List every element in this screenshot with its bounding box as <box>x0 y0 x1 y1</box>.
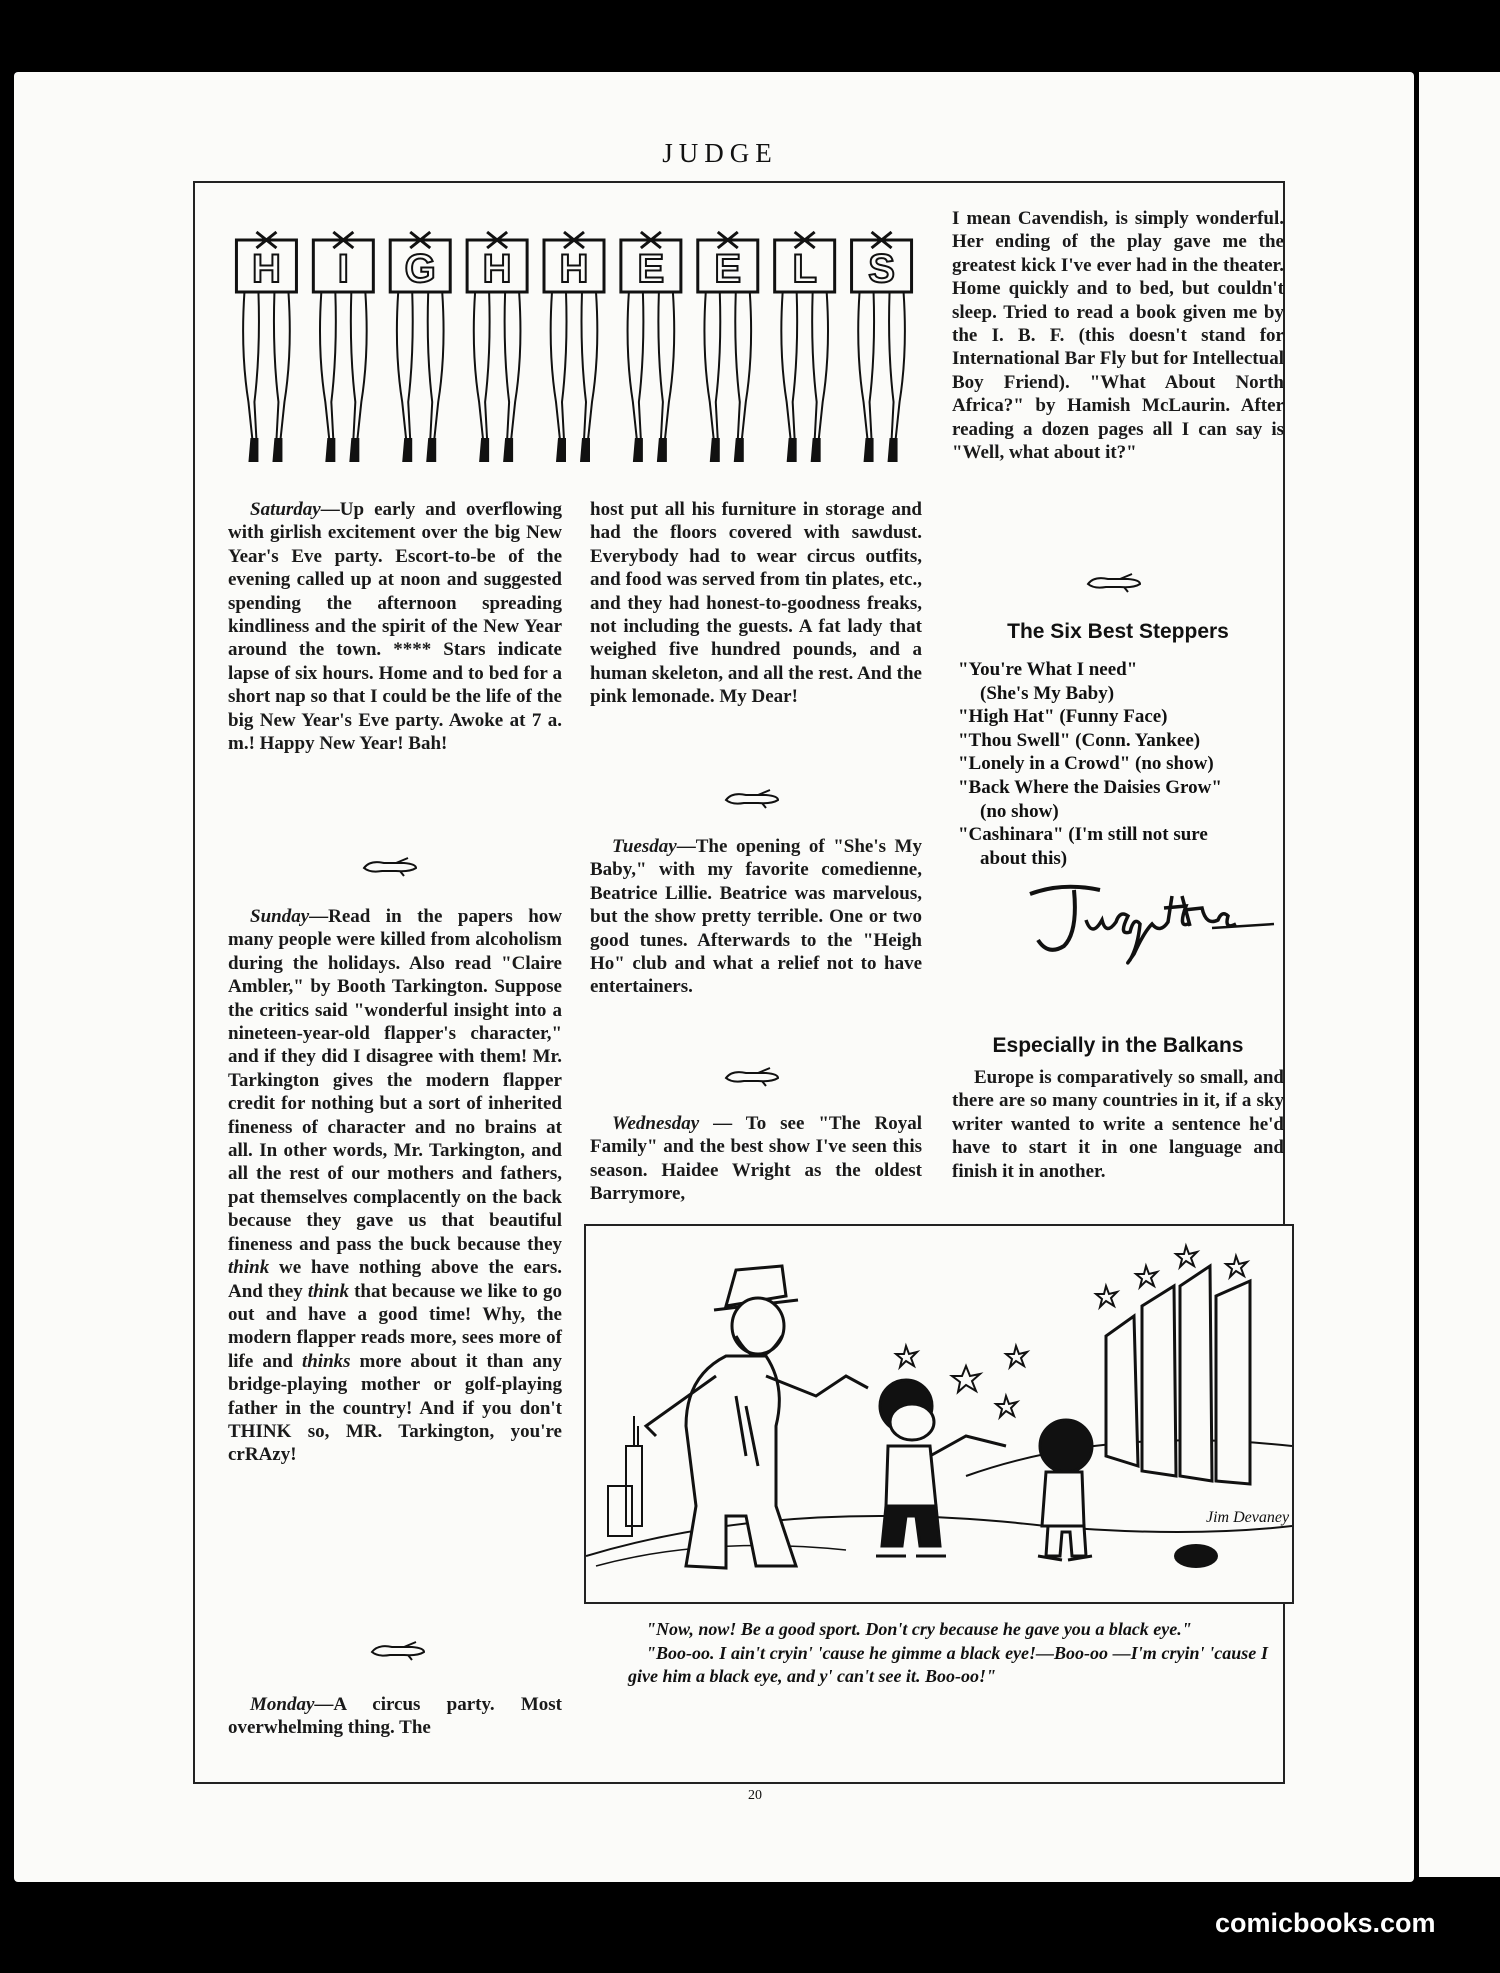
banner-letter: H <box>482 247 512 291</box>
shoe <box>787 438 797 462</box>
sunday-em-2: think <box>307 1280 350 1302</box>
sunday-em-3: thinks <box>301 1350 351 1372</box>
balkans-paragraph <box>952 1066 1284 1183</box>
column-middle <box>590 498 922 709</box>
day-tuesday: Tuesday <box>612 836 677 857</box>
entry-tuesday <box>590 835 922 999</box>
entry-saturday <box>228 498 562 755</box>
entry-wednesday <box>590 1112 922 1206</box>
column-left <box>228 498 562 755</box>
day-sunday: Sunday <box>250 906 310 927</box>
facing-page-edge <box>1416 72 1500 1877</box>
judgette-signature <box>1022 876 1282 972</box>
cartoon-illustration <box>586 1226 1292 1602</box>
sunday-text-2: we have nothing above the ears. And they <box>228 1257 562 1302</box>
song-item: "Thou Swell" (Conn. Yankee) <box>958 729 1201 751</box>
song-item: (no show) <box>980 800 1059 822</box>
banner-letter-card <box>390 232 450 462</box>
song-item: about this) <box>980 847 1068 869</box>
banner-letter-card <box>852 232 912 462</box>
day-wednesday: Wednesday <box>612 1113 700 1134</box>
entry-monday-cont <box>590 498 922 709</box>
sunday-text-3: that because we like to go out and have a good time! Why, the modern flapper reads more, sees more of life and <box>228 1280 562 1372</box>
entry-monday <box>228 1693 562 1740</box>
shoe <box>325 438 335 462</box>
shoe <box>272 438 282 462</box>
banner-letter-card <box>313 232 373 462</box>
banner-letter: E <box>714 247 742 291</box>
day-monday: Monday <box>250 1694 315 1715</box>
shoe <box>633 438 643 462</box>
wednesday-cont-text: I mean Cavendish, is simply wonderful. Her ending of the play gave me the greatest kick I've ever had in the theater. Home quickly and to bed, but couldn't sleep. Tried to read a book given me by the I. B. F. (this doesn't stand for International Bar Fly but for Intellectual Boy Friend). "What About North Africa?" by Hamish McLaurin. After reading a dozen pages all I can say is "Well, what about it?" <box>952 208 1284 464</box>
banner-letter: I <box>337 247 349 291</box>
banner-letter-card <box>775 232 835 462</box>
banner-letter-card <box>698 232 758 462</box>
shoe <box>402 438 412 462</box>
divider-shoe-icon-5 <box>1084 570 1144 594</box>
cartoon-panel <box>584 1224 1294 1604</box>
balkans-heading: Especially in the Balkans <box>992 1034 1244 1057</box>
shoe <box>657 438 667 462</box>
high-heels-banner <box>228 212 920 472</box>
artist-signature: Jim Devaney <box>1206 1509 1290 1526</box>
shoe <box>734 438 744 462</box>
song-item: (She's My Baby) <box>980 682 1115 704</box>
divider-shoe-icon-3 <box>722 786 782 810</box>
divider-shoe-icon-2 <box>368 1638 428 1662</box>
song-item: "Lonely in a Crowd" (no show) <box>958 753 1214 775</box>
steppers-heading: The Six Best Steppers <box>1007 620 1229 643</box>
cartoon-caption <box>628 1618 1268 1689</box>
wednesday-text: — To see "The Royal Family" and the best show I've seen this season. Haidee Wright as the oldest Barrymore, <box>590 1113 922 1205</box>
entry-wednesday-cont <box>952 207 1284 464</box>
day-saturday: Saturday <box>250 499 321 520</box>
monday-text: —A circus party. Most overwhelming thing. The <box>228 1694 562 1739</box>
caption-line-2: "Boo-oo. I ain't cryin' 'cause he gimme a black eye!—Boo-oo —I'm cryin' 'cause I give him a black eye, and y' can't see it. Boo-oo!" <box>628 1642 1268 1686</box>
magazine-title: JUDGE <box>662 138 778 168</box>
shoe <box>556 438 566 462</box>
page-number: 20 <box>748 1788 762 1803</box>
column-left-sunday <box>228 905 562 1467</box>
shoe <box>864 438 874 462</box>
banner-letter-card <box>467 232 527 462</box>
song-item: "You're What I need" <box>958 659 1138 680</box>
shoe <box>426 438 436 462</box>
song-item: "Cashinara" (I'm still not sure <box>958 824 1208 846</box>
shoe <box>349 438 359 462</box>
divider-shoe-icon-4 <box>722 1064 782 1088</box>
column-right <box>952 207 1284 464</box>
balkans-text: Europe is comparatively so small, and there are so many countries in it, if a sky writer wanted to write a sentence he'd have to start it in one language and finish it in another. <box>952 1067 1284 1182</box>
shoe <box>248 438 258 462</box>
banner-letter: L <box>792 247 817 291</box>
song-item: "Back Where the Daisies Grow" <box>958 776 1222 798</box>
column-left-monday <box>228 1693 562 1740</box>
banner-letter: H <box>251 247 281 291</box>
column-middle-tuesday <box>590 835 922 999</box>
sunday-text-4: more about it than any bridge-playing mother or golf-playing father in the country! And if you don't THINK so, MR. Tarkington, you're crRAzy! <box>228 1350 562 1466</box>
shoe <box>811 438 821 462</box>
banner-letter-card <box>544 232 604 462</box>
entry-sunday <box>228 905 562 1467</box>
saturday-text: —Up early and overflowing with girlish excitement over the big New Year's Eve party. Escort-to-be of the evening called up at noon and suggested spending the afternoon spreading kindliness and the spirit of the New Year around the town. **** Stars indicate lapse of six hours. Home and to bed for a short nap so that I could be the life of the big New Year's Eve party. Awoke at 7 a. m.! Happy New Year! Bah! <box>228 499 562 755</box>
banner-letter: H <box>559 247 589 291</box>
watermark: comicbooks.com <box>1215 1908 1436 1938</box>
banner-letter-card <box>621 232 681 462</box>
steppers-list <box>958 658 1284 870</box>
divider-shoe-icon-1 <box>360 854 420 878</box>
column-middle-wednesday <box>590 1112 922 1206</box>
tuesday-text: —The opening of "She's My Baby," with my favorite comedienne, Beatrice Lillie. Beatrice was marvelous, but the show pretty terrible. One or two good tunes. Afterwards to the "Heigh Ho" club and what a relief not to have entertainers. <box>590 836 922 998</box>
song-item: "High Hat" (Funny Face) <box>958 706 1168 728</box>
monday-cont-text: host put all his furniture in storage and had the floors covered with sawdust. Everybody had to wear circus outfits, and food was served from tin plates, etc., and they had honest-to-goodness freaks, not including the guests. A fat lady that weighed five hundred pounds, and a human skeleton, and all the rest. And the pink lemonade. My Dear! <box>590 499 922 708</box>
shoe <box>710 438 720 462</box>
shoe <box>479 438 489 462</box>
shoe <box>503 438 513 462</box>
banner-letter: G <box>404 247 436 291</box>
shoe <box>580 438 590 462</box>
banner-letter: S <box>868 247 895 291</box>
caption-line-1: "Now, now! Be a good sport. Don't cry because he gave you a black eye." <box>646 1619 1192 1639</box>
sunday-em-1: think <box>228 1257 270 1279</box>
banner-letter: E <box>637 247 665 291</box>
shoe <box>888 438 898 462</box>
banner-letter-card <box>236 232 296 462</box>
sunday-text-1: —Read in the papers how many people were killed from alcoholism during the holidays. Also read "Claire Ambler," by Booth Tarkington. Suppose the critics said "wonderful insight into a nineteen-year-old flapper's character," and if they did I disagree with them! Mr. Tarkington gives the modern flapper credit for nothing but a sort of inherited fineness of character and no brains at all. In other words, Mr. Tarkington, and all the rest of our mothers and fathers, pat themselves complacently on the back because they gave us that beautiful fineness and pass the buck because they <box>228 906 562 1255</box>
